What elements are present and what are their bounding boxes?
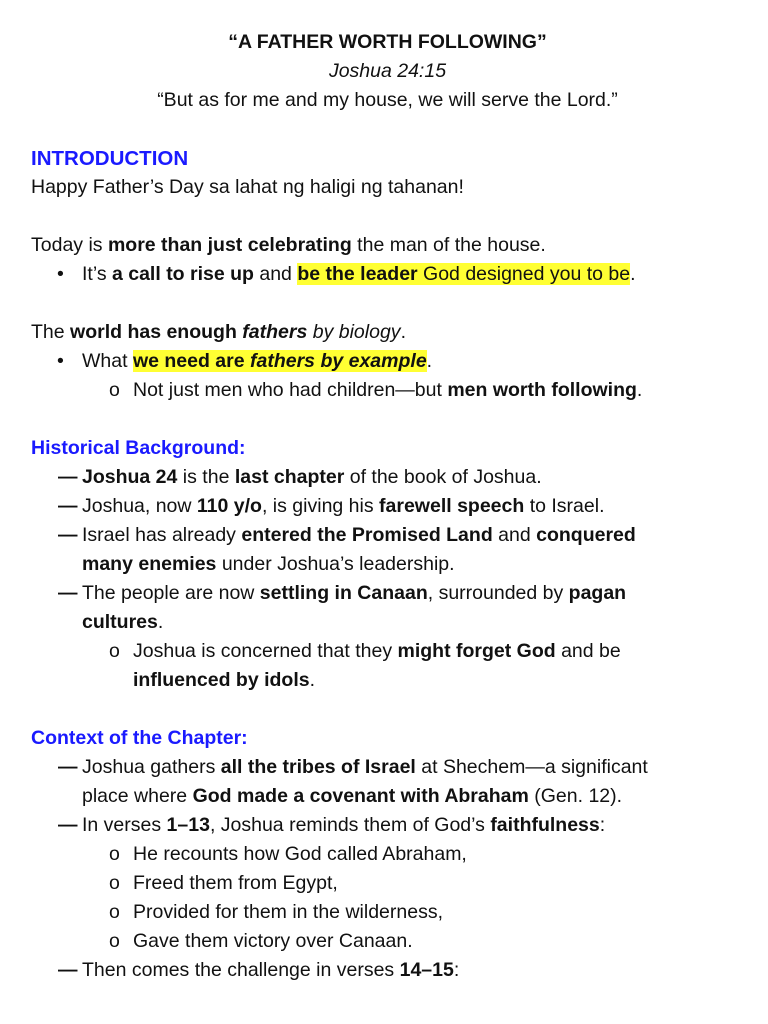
context-item: — Then comes the challenge in verses 14–15: (58, 959, 460, 981)
context-item: — In verses 1–13, Joshua reminds them of God’s faithfulness: (58, 814, 606, 836)
bullet-marker: • (57, 350, 64, 372)
sermon-title: “A FATHER WORTH FOLLOWING” (228, 31, 547, 53)
key-verse: “But as for me and my house, we will serve the Lord.” (157, 89, 618, 111)
context-item: — Joshua gathers all the tribes of Israel at Shechem—a significant place where God made a covenant with Abraham (Gen. 12). (58, 756, 648, 807)
context-subbullet: o Gave them victory over Canaan. (109, 930, 413, 952)
highlight: we need are fathers by example (132, 350, 427, 372)
greeting-line: Happy Father’s Day sa lahat ng haligi ng tahanan! (31, 176, 464, 198)
context-subbullet: o Freed them from Egypt, (109, 872, 338, 894)
historical-subbullet: o Joshua is concerned that they might forget God and be influenced by idols. (31, 637, 744, 695)
highlight: be the leader God designed you to be (297, 263, 631, 285)
call-bullet: • It’s a call to rise up and be the leader God designed you to be. (31, 260, 744, 289)
world-line: The world has enough fathers by biology. (31, 321, 406, 343)
historical-item: — Israel has already entered the Promised Land and conquered many enemies under Joshua’s leadership. (58, 524, 636, 575)
context-heading: Context of the Chapter: (31, 727, 248, 749)
historical-item: — The people are now settling in Canaan, surrounded by pagan cultures. (58, 582, 627, 633)
scripture-reference: Joshua 24:15 (328, 60, 447, 82)
notjust-subbullet: o Not just men who had children—but men worth following. (31, 376, 744, 405)
context-subbullet: o Provided for them in the wilderness, (109, 901, 443, 923)
introduction-heading: INTRODUCTION (31, 147, 189, 170)
today-line: Today is more than just celebrating the man of the house. (31, 234, 546, 256)
what-bullet: • What we need are fathers by example. (31, 347, 744, 376)
bullet-marker: • (57, 263, 64, 285)
historical-item: — Joshua, now 110 y/o, is giving his farewell speech to Israel. (58, 495, 605, 517)
context-subbullet: o He recounts how God called Abraham, (109, 843, 467, 865)
historical-heading: Historical Background: (31, 437, 246, 459)
circle-marker: o (109, 379, 120, 401)
historical-item: — Joshua 24 is the last chapter of the book of Joshua. (58, 466, 542, 488)
circle-marker: o (109, 640, 120, 662)
